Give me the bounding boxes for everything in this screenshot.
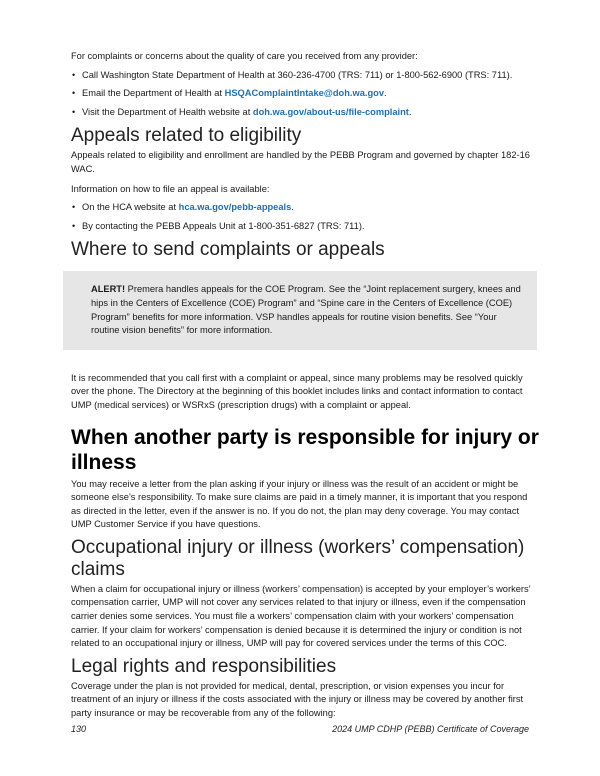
doh-website-link[interactable]: doh.wa.gov/about-us/file-complaint bbox=[252, 106, 409, 117]
injury-paragraph: You may receive a letter from the plan asking if your injury or illness was the result of an accident or might be someone else’s responsibility. To make sure claims are paid in a timely manner, it is important that you respond as directed in the letter, even if the answer is no. If you do not, the plan may deny coverage. You may contact UMP Customer Service if you have questions. bbox=[71, 478, 528, 530]
list-item: • By contacting the PEBB Appeals Unit at 1-800-351-6827 (TRS: 711). bbox=[71, 220, 539, 234]
where-paragraph: It is recommended that you call first with a complaint or appeal, since many problems may be resolved quickly over the phone. The Directory at the beginning of this booklet includes links and contact information to contact UMP (medical services) or WSRxS (prescription drugs) with a complaint or appeal. bbox=[71, 372, 523, 410]
appeals-list bbox=[71, 201, 539, 233]
appeals-paragraph: Appeals related to eligibility and enrollment are handled by the PEBB Program and governed by chapter 182-16 WAC. bbox=[71, 150, 530, 174]
alert-text: ALERT! Premera handles appeals for the COE Program. See the “Joint replacement surgery, knees and hips in the Centers of Excellence (COE) Program” and “Spine care in the Centers of Excellence (COE) Program” benefits for more information. VSP handles appeals for routine vision benefits. See “Your routine vision benefits” for more information. bbox=[91, 284, 521, 336]
legal-heading: Legal rights and responsibilities bbox=[71, 655, 337, 677]
list-item: • Call Washington State Department of Health at 360-236-4700 (TRS: 711) or 1-800-562-6900 (TRS: 711). bbox=[71, 69, 539, 83]
document-title: 2024 UMP CDHP (PEBB) Certificate of Coverage bbox=[332, 724, 529, 734]
list-item: • Visit the Department of Health website at doh.wa.gov/about-us/file-complaint. bbox=[71, 106, 539, 120]
alert-box bbox=[63, 271, 537, 349]
where-heading: Where to send complaints or appeals bbox=[71, 239, 385, 261]
injury-heading: When another party is responsible for injury or illness bbox=[71, 425, 539, 474]
occupational-paragraph: When a claim for occupational injury or illness (workers’ compensation) is accepted by your employer’s workers’ compensation carrier, UMP will not cover any services related to that injury or illness, even if the compensation carrier denies some services. You must file a workers’ compensation claim with your workers’ compensation carrier. If your claim for workers’ compensation is denied because it is determined the injury or condition is not related to an occupational injury or illness, UMP will pay for covered services under the terms of this COC. bbox=[71, 583, 531, 649]
hca-appeals-link[interactable]: hca.wa.gov/pebb-appeals bbox=[178, 202, 292, 213]
occupational-heading: Occupational injury or illness (workers’ compensation) claims bbox=[71, 536, 525, 580]
legal-paragraph: Coverage under the plan is not provided for medical, dental, prescription, or vision expenses you incur for treatment of an injury or illness if the costs associated with the injury or illness may be covered by another first party insurance or may be recoverable from any of the following: bbox=[71, 680, 524, 719]
appeals-heading: Appeals related to eligibility bbox=[71, 125, 302, 147]
page-content bbox=[71, 50, 539, 721]
list-item: • Email the Department of Health at HSQAComplaintIntake@doh.wa.gov. bbox=[71, 87, 539, 101]
list-item: • On the HCA website at hca.wa.gov/pebb-appeals. bbox=[71, 201, 539, 215]
email-link[interactable]: HSQAComplaintIntake@doh.wa.gov bbox=[224, 88, 385, 99]
complaint-intro: For complaints or concerns about the quality of care you received from any provider: bbox=[71, 51, 418, 61]
page-number: 130 bbox=[71, 724, 87, 734]
appeals-info-paragraph: Information on how to file an appeal is available: bbox=[71, 183, 270, 194]
alert-label: ALERT! bbox=[91, 284, 126, 295]
complaint-list bbox=[71, 69, 539, 120]
